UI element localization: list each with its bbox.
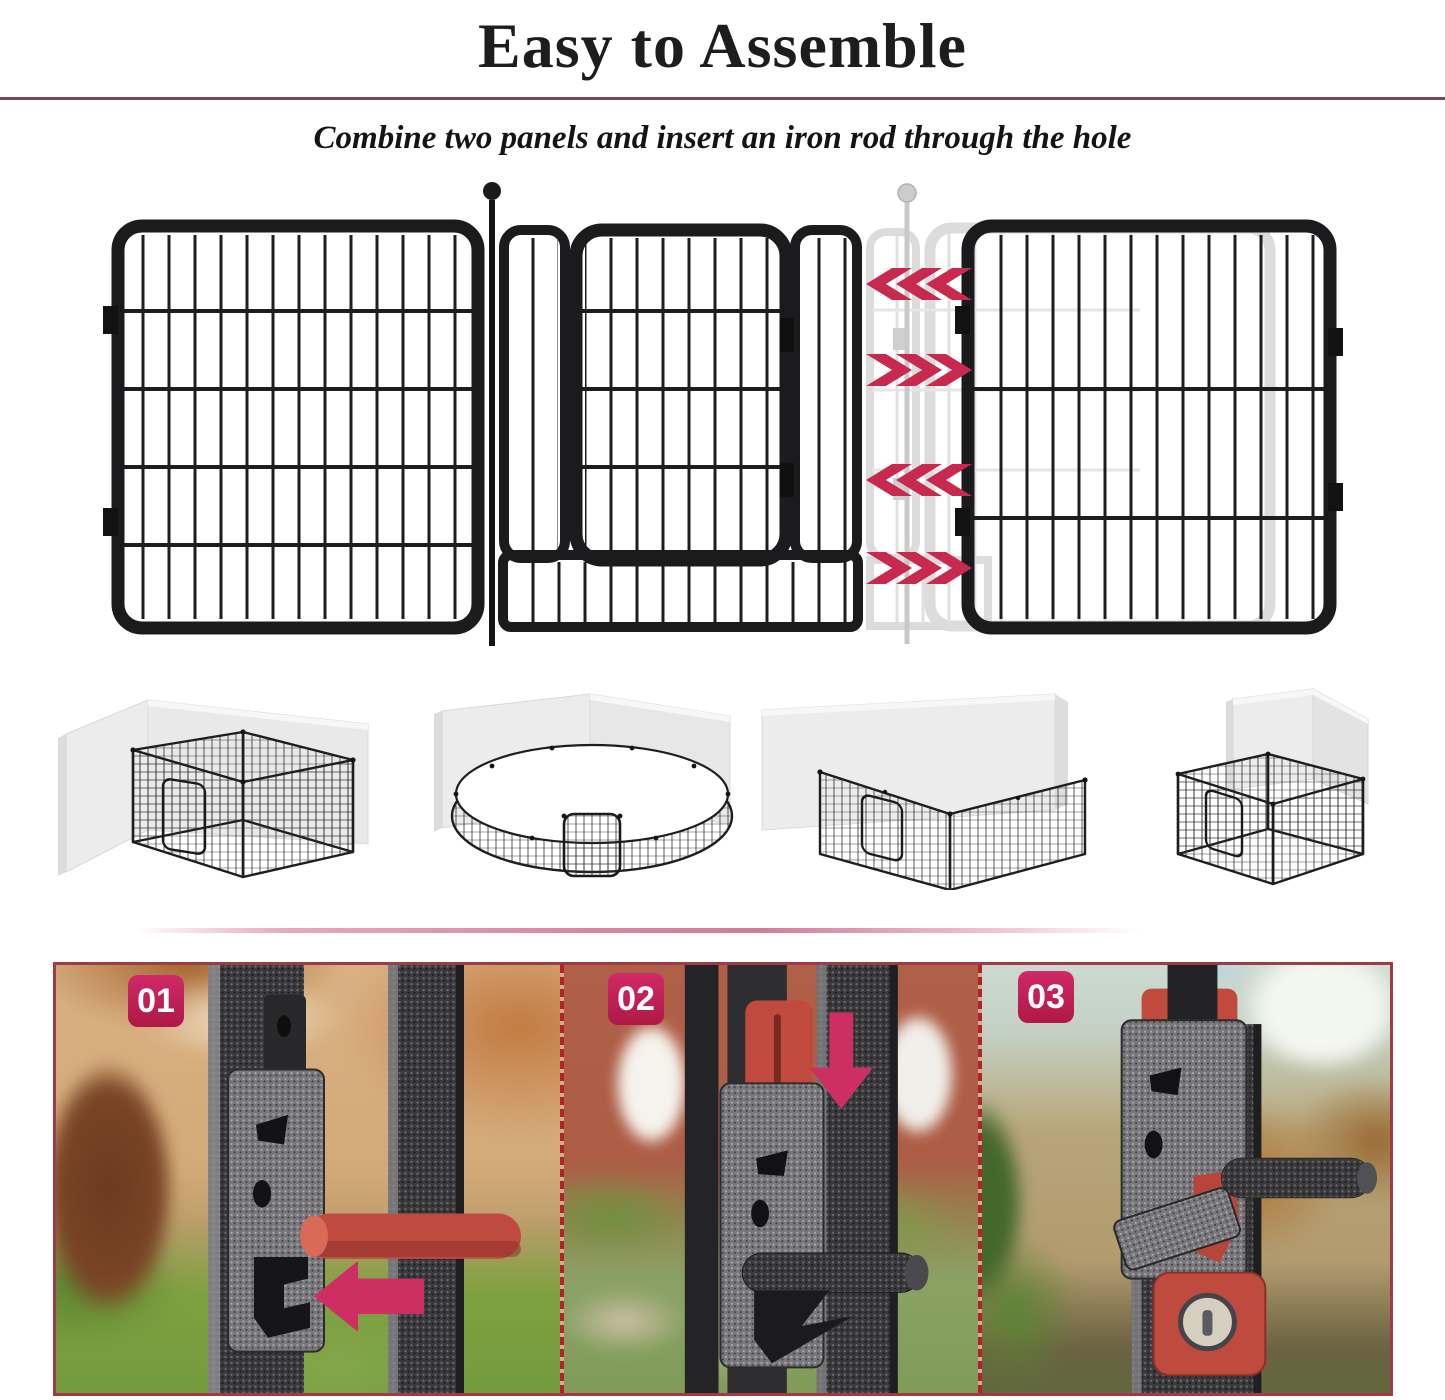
step-3-badge <box>1018 971 1074 1023</box>
red-bottom-plate <box>1154 1273 1266 1376</box>
section-divider-gradient <box>135 928 1140 933</box>
step-3-panel <box>978 965 1390 1393</box>
page-title: Easy to Assemble <box>478 10 967 81</box>
step-3-hardware-illustration <box>982 965 1390 1393</box>
fence-panel-door <box>503 230 858 627</box>
keyhole-slot <box>1145 1131 1163 1159</box>
fence-panel-right <box>955 226 1343 628</box>
assembly-steps-photo-strip <box>53 962 1393 1396</box>
step-2-number: 02 <box>617 979 655 1018</box>
locked-rod <box>1221 1158 1377 1197</box>
door-hinge <box>780 463 794 497</box>
step-1-badge <box>128 975 184 1027</box>
layout-option-circular-pen <box>412 676 762 898</box>
step-3-number: 03 <box>1027 977 1065 1016</box>
title-divider-line <box>0 97 1445 100</box>
step-1-hardware-illustration <box>56 965 560 1393</box>
locked-rod <box>742 1253 928 1292</box>
fence-panel-left <box>103 226 478 628</box>
fence-bar <box>685 965 719 1393</box>
red-iron-rod <box>300 1214 521 1259</box>
page-subtitle: Combine two panels and insert an iron rod through the hole <box>313 120 1132 156</box>
door-hinge <box>780 318 794 352</box>
step-1-panel <box>56 965 560 1393</box>
step-2-panel <box>560 965 978 1393</box>
fence-post <box>388 965 464 1393</box>
layout-option-small-corner-pen <box>1118 674 1393 896</box>
main-assembly-illustration <box>0 178 1445 658</box>
step-2-badge <box>608 973 664 1025</box>
fence-post <box>1168 965 1218 1024</box>
step-1-number: 01 <box>137 981 175 1020</box>
keyhole-slot <box>751 1200 769 1228</box>
step-2-hardware-illustration <box>564 965 978 1393</box>
layout-option-corner-rectangle-pen <box>48 672 388 900</box>
layout-option-wall-fence-run <box>750 672 1095 890</box>
ghost-rod-ball <box>898 184 916 202</box>
keyhole-slot <box>253 1180 271 1208</box>
